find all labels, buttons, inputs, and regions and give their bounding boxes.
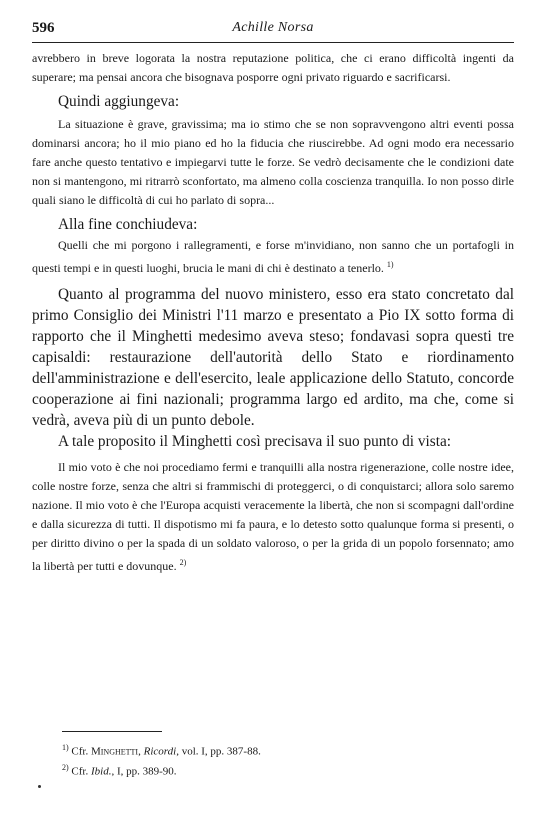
quote-intro-2: Alla fine conchiudeva: [58, 216, 198, 233]
paragraph-program: Quanto al programma del nuovo ministero, esso era stato concretato dal primo Consiglio dei Ministri l'11 marzo e presentato a Pio IX sotto forma di rapporto che il Minghetti medesimo aveva steso; fondavasi sopra questi tre capisaldi: restaurazione dell'autorità dello Stato e riordinamento dell'amministrazione e dell'esercito, leale applicazione dello Statuto, concorde cooperazione ai fini nazionali; programma largo ed ardito, ma che, come si vedrà, aveva più di un punto debole. [32, 286, 514, 429]
footnote-2-marker: 2) [62, 762, 69, 772]
footnote-1-prefix: Cfr. [71, 745, 89, 758]
footnote-1-author: Minghetti [90, 745, 139, 758]
footnote-2-rest: , I, pp. 389-90. [111, 765, 177, 778]
book-page [32, 18, 514, 576]
page-number: 596 [32, 20, 55, 36]
ink-speck [38, 785, 41, 788]
block-quote-3-text: Il mio voto è che noi procediamo fermi e tranquilli alla nostra rigenerazione, colle nostre idee, colle nostre forze, senza che altri si frammischi di proteggerci, o di conquistarci; allora solo saremo nazione. Il mio voto è che l'Europa acquisti veracemente la libertà, che non si scompagni dall'ordine e dalla sicurezza di tutti. Il dispotismo mi fa paura, e lo detesto sotto qualunque forma si presenti, o per diritto divino o per la spada di un soldato valoroso, o per la grida di un popolo forsennato; amo la libertà per tutti e dovunque. [32, 460, 514, 573]
footnote-1-rest: , vol. I, pp. 387-88. [176, 745, 261, 758]
paragraph-continuation: avrebbero in breve logorata la nostra reputazione politica, che ci erano difficoltà ingenti da superare; ma pensai ancora che bisognava posporre ogni privato riguardo e sacrificarsi. [32, 51, 514, 84]
footnote-2 [32, 760, 514, 780]
quote-intro-1: Quindi aggiungeva: [58, 93, 180, 110]
page-header [32, 18, 514, 43]
block-quote-3 [32, 458, 514, 576]
footnote-ref-1: 1) [386, 260, 394, 269]
block-quote-2 [32, 236, 514, 278]
footnote-1-title: Ricordi [143, 745, 177, 758]
footnotes [32, 731, 514, 779]
footnote-1: $^{1)}$ Cfr. Minghetti, Ricordi, vol. I, pp. 387-88. [62, 743, 261, 758]
footnote-2-title: Ibid. [90, 765, 112, 778]
block-quote-2-text: Quelli che mi porgono i rallegramenti, e forse m'invidiano, non sanno che un portafogli in questi tempi e in questi luoghi, brucia le mani di chi è destinato a tenerlo. [32, 238, 514, 275]
running-head: Achille Norsa [232, 20, 314, 35]
footnote-1-marker: 1) [62, 743, 69, 752]
paragraph-proposito: A tale proposito il Minghetti così precisava il suo punto di vista: [58, 433, 451, 450]
block-quote-1: La situazione è grave, gravissima; ma io stimo che se non sopravvengono altri eventi possa dominarsi ancora; ho il mio piano ed ho la fiducia che riuscirebbe. Ad ogni modo era necessario fare anche questo tentativo e impiegarvi tutte le forze. Se vedrò decisamente che le condizioni date non si mantengono, mi ritrarrò sconfortato, ma almeno colla coscienza tranquilla. Io non posso dirle quali siano le difficoltà di cui ho parlato di sopra... [32, 117, 514, 207]
footnote-rule [62, 731, 162, 732]
footnote-2-prefix: Cfr. [71, 765, 89, 778]
footnote-ref-2: 2) [179, 558, 187, 567]
